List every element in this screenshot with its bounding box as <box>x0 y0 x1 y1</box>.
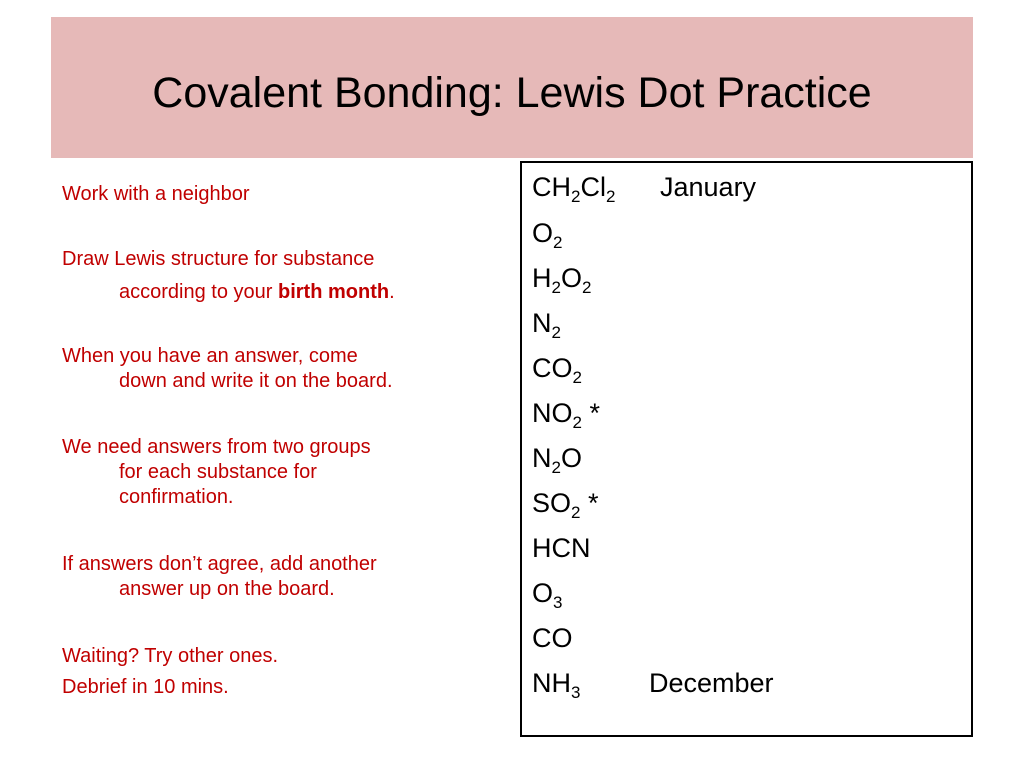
formula-part: O <box>560 443 582 473</box>
formula-n2 <box>532 307 561 342</box>
instruction-text: Draw Lewis structure for substance <box>62 248 375 270</box>
formula-part: O <box>560 263 582 293</box>
formula-o3 <box>532 577 563 612</box>
formula-subscript: 2 <box>551 323 561 342</box>
formula-subscript: 3 <box>571 683 581 702</box>
asterisk-mark: * <box>581 398 600 428</box>
formula-h2o2 <box>532 262 592 297</box>
formula-part: N <box>532 308 552 338</box>
formula-part: NH <box>532 668 571 698</box>
formula-part: CO <box>532 623 573 653</box>
formula-co2 <box>532 352 582 387</box>
formula-subscript: 2 <box>571 503 581 522</box>
instruction-text: Waiting? Try other ones. <box>62 645 279 667</box>
formula-so2 <box>532 487 599 522</box>
formula-part: SO <box>532 488 572 518</box>
formula-subscript: 2 <box>571 187 581 206</box>
instruction-text: for each substance for <box>119 461 317 483</box>
formula-subscript: 2 <box>551 278 561 297</box>
instruction-text <box>62 280 502 305</box>
formula-hcn <box>532 532 591 564</box>
instruction-item <box>62 182 502 207</box>
formula-part: O <box>532 578 554 608</box>
formula-part: H <box>532 263 552 293</box>
formula-subscript: 2 <box>572 413 582 432</box>
instruction-item <box>62 247 502 305</box>
formula-part: CO <box>532 353 573 383</box>
formula-subscript: 2 <box>605 187 616 206</box>
formula-co <box>532 622 573 654</box>
instruction-text: answer up on the board. <box>119 578 335 600</box>
formula-subscript: 2 <box>553 233 563 252</box>
formula-subscript: 3 <box>553 593 563 612</box>
formula-n2o <box>532 442 582 477</box>
formula-no2 <box>532 397 600 432</box>
instruction-text: When you have an answer, come <box>62 345 358 367</box>
formula-subscript: 2 <box>551 458 561 477</box>
instruction-item <box>62 552 502 602</box>
instruction-item <box>62 344 502 394</box>
instruction-item <box>62 644 502 669</box>
formula-subscript: 2 <box>572 368 582 387</box>
title-band <box>51 17 973 158</box>
instruction-item <box>62 675 502 700</box>
formula-subscript: 2 <box>581 278 592 297</box>
instruction-text-part: . <box>389 281 395 303</box>
formula-list-box <box>520 161 973 737</box>
formula-part: HCN <box>532 533 591 563</box>
instruction-item <box>62 435 502 510</box>
instruction-text: down and write it on the board. <box>119 370 393 392</box>
formula-ch2cl2 <box>532 171 616 206</box>
formula-part: Cl <box>580 172 606 202</box>
formula-o2 <box>532 217 563 252</box>
instruction-text: Debrief in 10 mins. <box>62 676 229 698</box>
instruction-text: We need answers from two groups <box>62 436 371 458</box>
asterisk-mark: * <box>580 488 599 518</box>
formula-part: O <box>532 218 554 248</box>
instruction-text: If answers don’t agree, add another <box>62 553 377 575</box>
instruction-text: Work with a neighbor <box>62 183 250 205</box>
slide-title: Covalent Bonding: Lewis Dot Practice <box>152 69 872 117</box>
formula-nh3 <box>532 667 581 702</box>
instruction-text-part: according to your <box>119 281 278 303</box>
month-label-january: January <box>660 172 757 202</box>
birth-month-emphasis: birth month <box>277 281 390 303</box>
formula-part: NO <box>532 398 573 428</box>
formula-part: CH <box>532 172 571 202</box>
formula-part: N <box>532 443 552 473</box>
month-label-december: December <box>649 668 774 698</box>
instruction-text: confirmation. <box>119 486 234 508</box>
